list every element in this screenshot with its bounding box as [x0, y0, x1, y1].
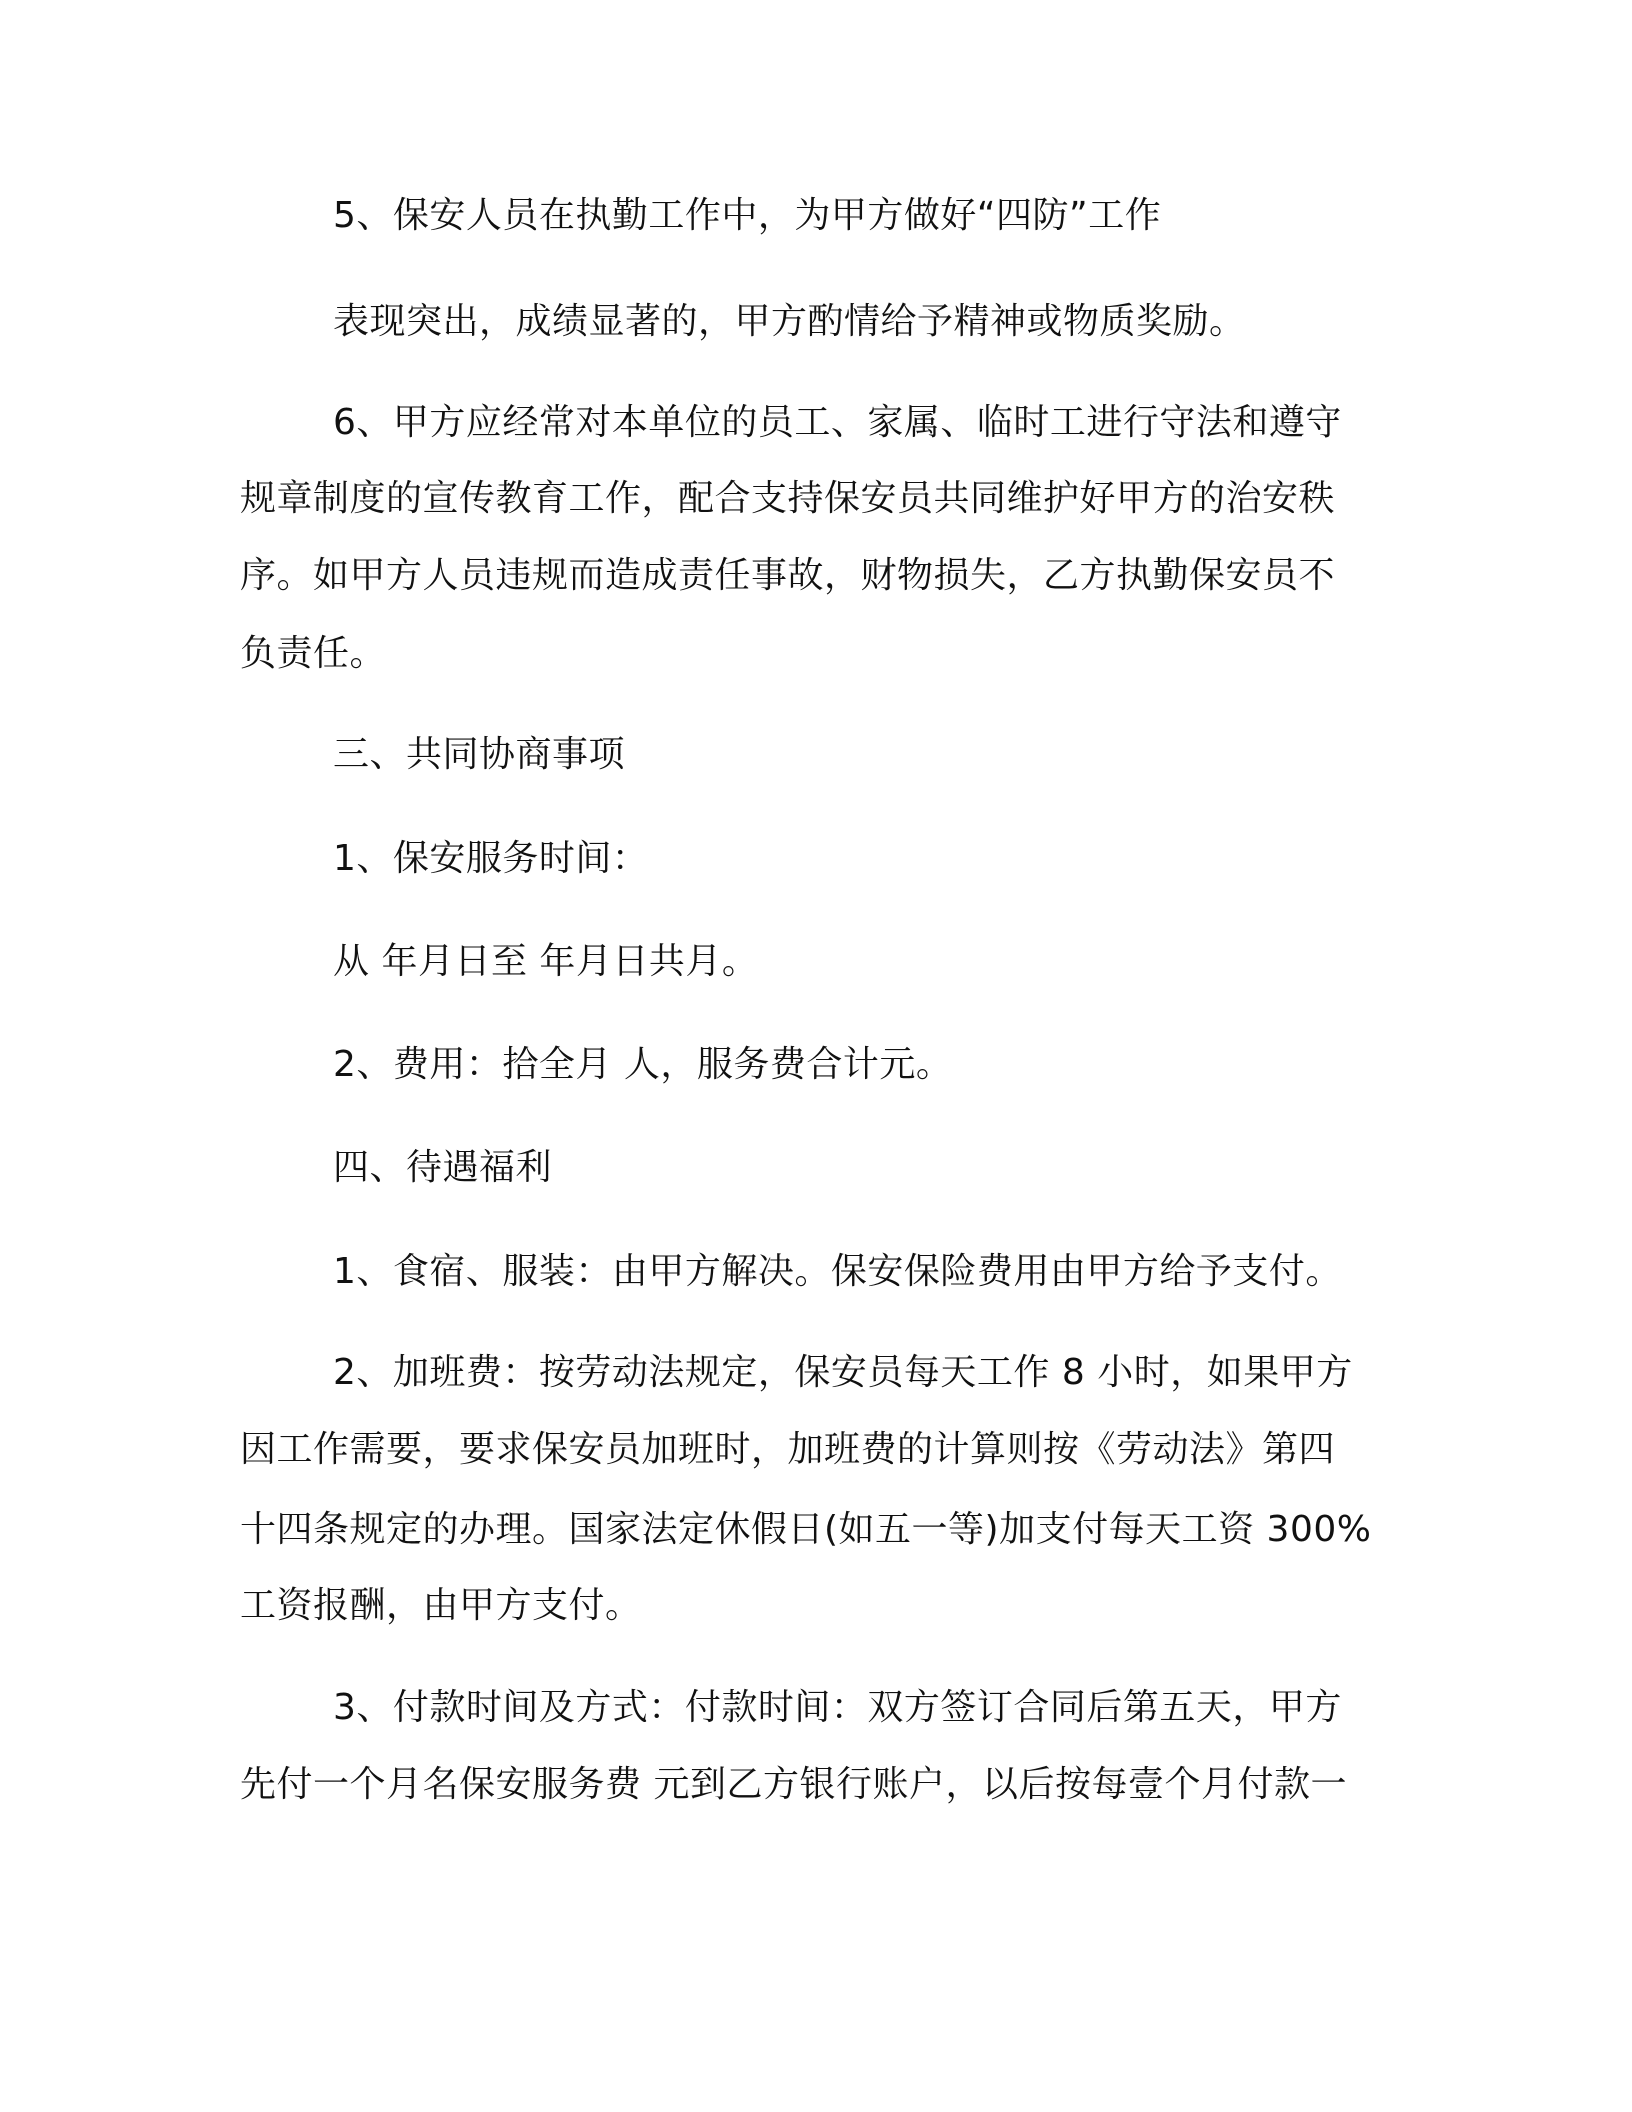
payment-line-2: 先付一个月名保安服务费 元到乙方银行账户，以后按每壹个月付款一	[240, 1764, 1347, 1805]
overtime-line-3: 十四条规定的办理。国家法定休假日(如五一等)加支付每天工资 300%	[240, 1509, 1372, 1550]
paragraph-6-line-1: 6、甲方应经常对本单位的员工、家属、临时工进行守法和遵守	[333, 402, 1342, 443]
paragraph-6-line-4: 负责任。	[240, 633, 387, 674]
service-time-label: 1、保安服务时间：	[333, 838, 649, 879]
section-4-heading: 四、待遇福利	[333, 1147, 553, 1188]
paragraph-5-line-1: 5、保安人员在执勤工作中，为甲方做好“四防”工作	[333, 195, 1162, 236]
fee-line: 2、费用：拾全月 人，服务费合计元。	[333, 1044, 953, 1085]
service-time-value: 从 年月日至 年月日共月。	[333, 941, 759, 982]
benefit-1-line: 1、食宿、服装：由甲方解决。保安保险费用由甲方给予支付。	[333, 1251, 1342, 1292]
paragraph-6-line-2: 规章制度的宣传教育工作，配合支持保安员共同维护好甲方的治安秩	[240, 478, 1336, 519]
payment-line-1: 3、付款时间及方式：付款时间：双方签订合同后第五天，甲方	[333, 1687, 1342, 1728]
section-3-heading: 三、共同协商事项	[333, 734, 626, 775]
overtime-line-2: 因工作需要，要求保安员加班时，加班费的计算则按《劳动法》第四	[240, 1429, 1336, 1470]
overtime-line-4: 工资报酬，由甲方支付。	[240, 1585, 642, 1626]
overtime-line-1: 2、加班费：按劳动法规定，保安员每天工作 8 小时，如果甲方	[333, 1352, 1353, 1393]
paragraph-6-line-3: 序。如甲方人员违规而造成责任事故，财物损失，乙方执勤保安员不	[240, 555, 1336, 596]
paragraph-5-line-2: 表现突出，成绩显著的，甲方酌情给予精神或物质奖励。	[333, 301, 1246, 342]
